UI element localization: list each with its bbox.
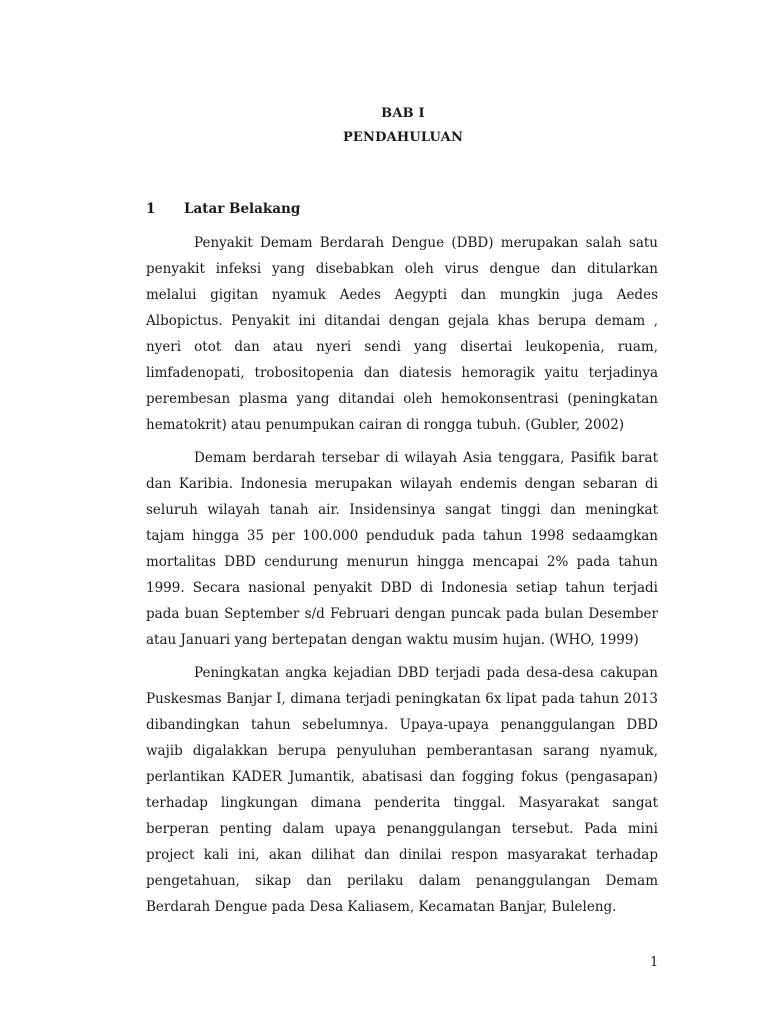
section-heading	[146, 201, 300, 217]
body-text	[146, 230, 658, 927]
paragraph: Demam berdarah tersebar di wilayah Asia tenggara, Pasifik barat dan Karibia. Indonesia merupakan wilayah endemis dengan sebaran di seluruh wilayah tanah air. Insidensinya sangat tinggi dan meningkat tajam hingga 35 per 100.000 penduduk pada tahun 1998 sedaamgkan mortalitas DBD cendurung menurun hingga mencapai 2% pada tahun 1999. Secara nasional penyakit DBD di Indonesia setiap tahun terjadi pada buan September s/d Februari dengan puncak pada bulan Desember atau Januari yang bertepatan dengan waktu musim hujan. (WHO, 1999)	[146, 450, 658, 648]
section-title: Latar Belakang	[184, 201, 301, 217]
section-number: 1	[146, 201, 156, 217]
page-number: 1	[650, 955, 659, 970]
chapter-number: BAB I	[381, 106, 425, 121]
paragraph: Peningkatan angka kejadian DBD terjadi pada desa-desa cakupan Puskesmas Banjar I, dimana terjadi peningkatan 6x lipat pada tahun 2013 dibandingkan tahun sebelumnya. Upaya-upaya penanggulangan DBD wajib digalakkan berupa penyuluhan pemberantasan sarang nyamuk, perlantikan KADER Jumantik, abatisasi dan fogging fokus (pengasapan) terhadap lingkungan dimana penderita tinggal. Masyarakat sangat berperan penting dalam upaya penanggulangan tersebut. Pada mini project kali ini, akan dilihat dan dinilai respon masyarakat terhadap pengetahuan, sikap dan perilaku dalam penanggulangan Demam Berdarah Dengue pada Desa Kaliasem, Kecamatan Banjar, Buleleng.	[146, 665, 658, 915]
paragraph: Penyakit Demam Berdarah Dengue (DBD) merupakan salah satu penyakit infeksi yang disebabkan oleh virus dengue dan ditularkan melalui gigitan nyamuk Aedes Aegypti dan mungkin juga Aedes Albopictus. Penyakit ini ditandai dengan gejala khas berupa demam , nyeri otot dan atau nyeri sendi yang disertai leukopenia, ruam, limfadenopati, trobositopenia dan diatesis hemoragik yaitu terjadinya perembesan plasma yang ditandai oleh hemokonsentrasi (peningkatan hematokrit) atau penumpukan cairan di rongga tubuh. (Gubler, 2002)	[146, 235, 658, 433]
chapter-title: PENDAHULUAN	[342, 130, 464, 145]
